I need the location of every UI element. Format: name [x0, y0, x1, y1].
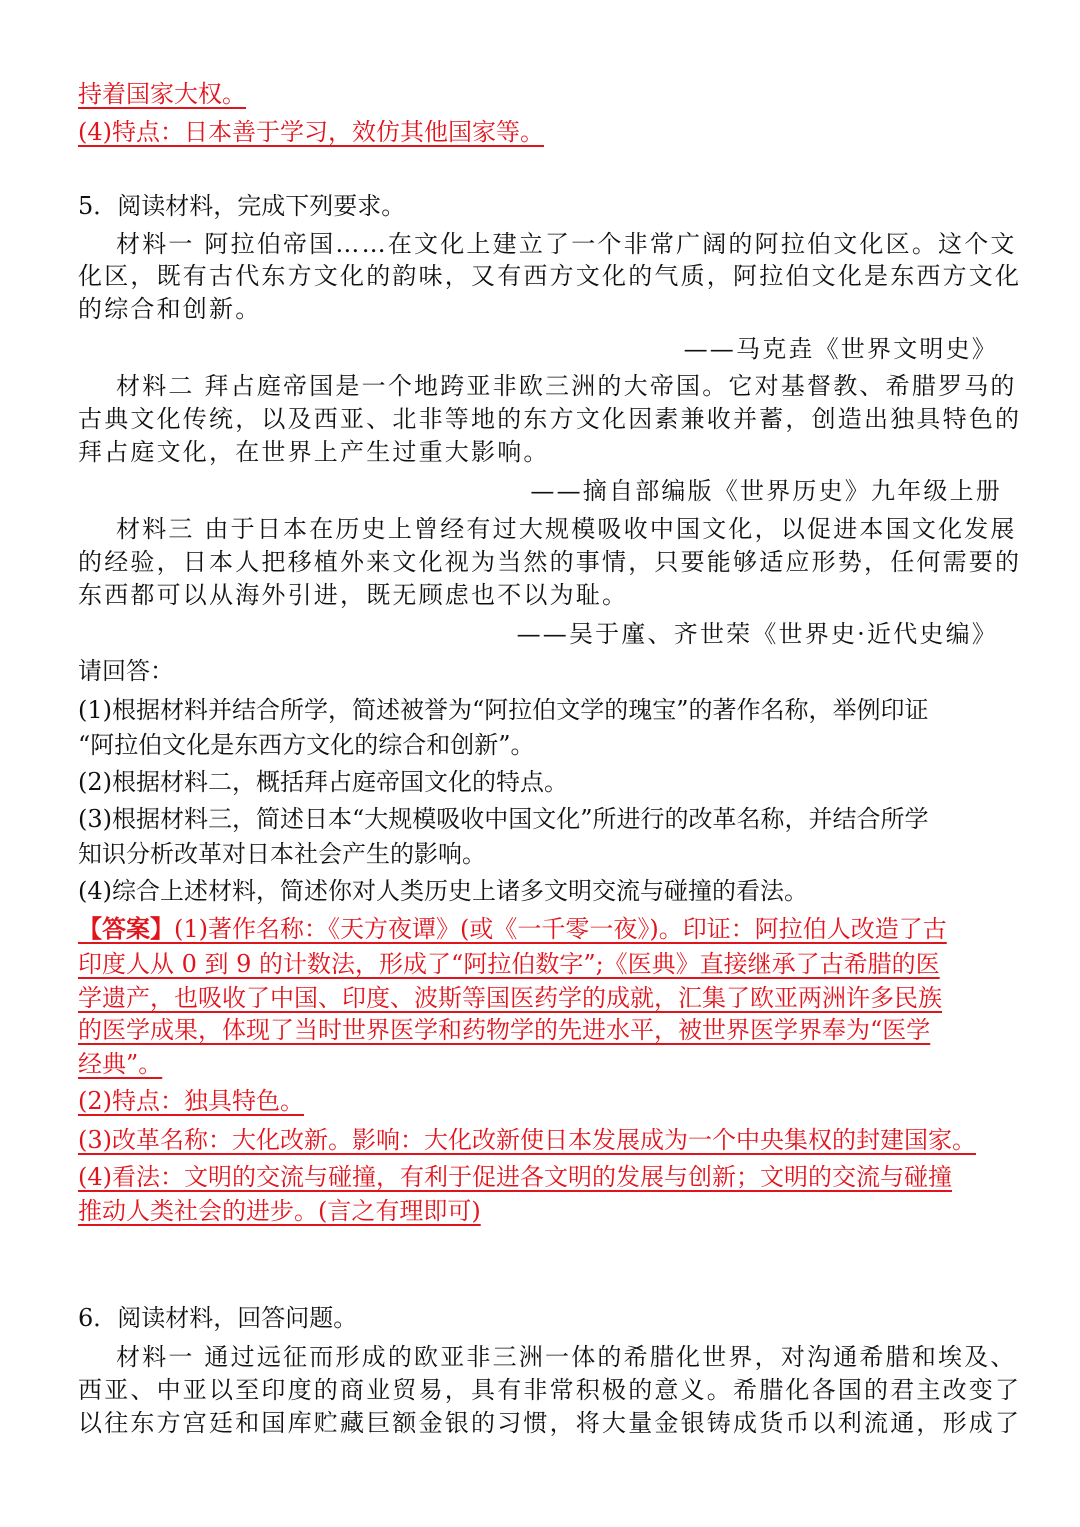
q5-material-3-line: 的经验，日本人把移植外来文化视为当然的事情，只要能够适应形势，任何需要的 — [78, 548, 1022, 576]
q6-material-1-line: 西亚、中亚以至印度的商业贸易，具有非常积极的意义。希腊化各国的君主改变了 — [78, 1376, 1022, 1404]
q5-material-1-source: ——马克垚《世界文明史》 — [683, 335, 998, 363]
q5-question-2: (2)根据材料二，概括拜占庭帝国文化的特点。 — [78, 768, 568, 796]
q5-material-2-source: ——摘自部编版《世界历史》九年级上册 — [530, 477, 1002, 505]
prev-answer-line-2: (4)特点：日本善于学习，效仿其他国家等。 — [78, 118, 544, 146]
q6-heading: 6．阅读材料，回答问题。 — [78, 1304, 358, 1332]
q5-material-2-line: 拜占庭文化，在世界上产生过重大影响。 — [78, 438, 550, 466]
q5-question-1: (1)根据材料并结合所学，简述被誉为“阿拉伯文学的瑰宝”的著作名称，举例印证 — [78, 696, 929, 724]
q5-prompt: 请回答： — [78, 657, 174, 685]
q5-question-3: (3)根据材料三，简述日本“大规模吸收中国文化”所进行的改革名称，并结合所学 — [78, 805, 929, 833]
q5-material-1-line: 材料一 阿拉伯帝国……在文化上建立了一个非常广阔的阿拉伯文化区。这个文 — [116, 230, 1017, 258]
q5-answer-line: (4)看法：文明的交流与碰撞，有利于促进各文明的发展与创新；文明的交流与碰撞 — [78, 1163, 952, 1191]
q5-material-2-line: 材料二 拜占庭帝国是一个地跨亚非欧三洲的大帝国。它对基督教、希腊罗马的 — [116, 372, 1017, 400]
q5-material-3-line: 材料三 由于日本在历史上曾经有过大规模吸收中国文化，以促进本国文化发展 — [116, 515, 1017, 543]
q6-material-1-line: 以往东方宫廷和国库贮藏巨额金银的习惯，将大量金银铸成货币以利流通，形成了 — [78, 1409, 1022, 1437]
q5-question-3-cont: 知识分析改革对日本社会产生的影响。 — [78, 840, 486, 868]
q5-material-3-line: 东西都可以从海外引进，既无顾虑也不以为耻。 — [78, 581, 629, 609]
q5-answer-line-1 — [78, 913, 947, 945]
answer-text: (1)著作名称：《天方夜谭》(或《一千零一夜》)。印证：阿拉伯人改造了古 — [174, 915, 947, 943]
prev-answer-line-1: 持着国家大权。 — [78, 80, 246, 108]
q5-material-1-line: 的综合和创新。 — [78, 295, 262, 323]
q5-question-1-cont: “阿拉伯文化是东西方文化的综合和创新”。 — [78, 731, 535, 759]
q5-answer-line: 学遗产，也吸收了中国、印度、波斯等国医药学的成就，汇集了欧亚两洲许多民族 — [78, 984, 942, 1012]
q5-question-4: (4)综合上述材料，简述你对人类历史上诸多文明交流与碰撞的看法。 — [78, 877, 808, 905]
q5-answer-line: 的医学成果，体现了当时世界医学和药物学的先进水平，被世界医学界奉为“医学 — [78, 1016, 931, 1044]
q5-answer-line: (3)改革名称：大化改新。影响：大化改新使日本发展成为一个中央集权的封建国家。 — [78, 1126, 976, 1154]
answer-tag: 【答案】 — [78, 914, 174, 943]
q5-material-3-source: ——吴于廑、齐世荣《世界史·近代史编》 — [516, 620, 998, 648]
q6-material-1-line: 材料一 通过远征而形成的欧亚非三洲一体的希腊化世界，对沟通希腊和埃及、 — [116, 1343, 1017, 1371]
q5-heading: 5．阅读材料，完成下列要求。 — [78, 192, 406, 220]
q5-material-1-line: 化区，既有古代东方文化的韵味，又有西方文化的气质，阿拉伯文化是东西方文化 — [78, 262, 1022, 290]
q5-material-2-line: 古典文化传统，以及西亚、北非等地的东方文化因素兼收并蓄，创造出独具特色的 — [78, 405, 1022, 433]
q5-answer-line: 推动人类社会的进步。(言之有理即可) — [78, 1197, 481, 1225]
q5-answer-line: 印度人从 0 到 9 的计数法，形成了“阿拉伯数字”;《医典》直接继承了古希腊的医 — [78, 950, 940, 978]
q5-answer-line: (2)特点：独具特色。 — [78, 1087, 304, 1115]
q5-answer-line: 经典”。 — [78, 1050, 163, 1078]
